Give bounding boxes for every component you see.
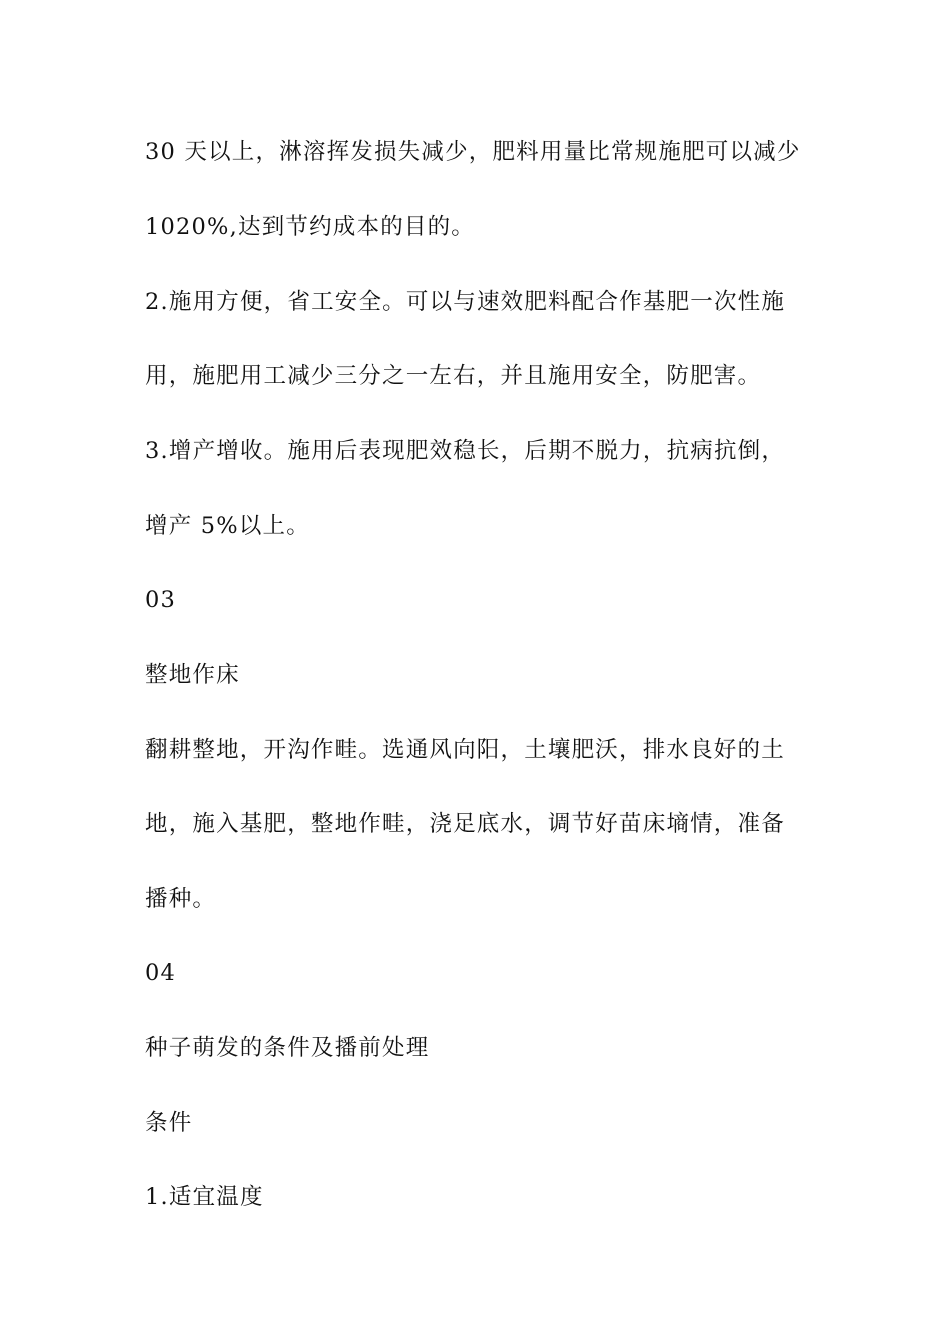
- paragraph-line: 播种。: [145, 886, 217, 912]
- paragraph-line: 30 天以上，淋溶挥发损失减少，肥料用量比常规施肥可以减少: [145, 139, 801, 165]
- paragraph-line: 用，施肥用工减少三分之一左右，并且施用安全，防肥害。: [145, 363, 762, 389]
- paragraph-line: 翻耕整地，开沟作畦。选通风向阳，土壤肥沃，排水良好的土: [145, 737, 785, 763]
- paragraph-line: 3.增产增收。施用后表现肥效稳长，后期不脱力，抗病抗倒，: [145, 438, 786, 464]
- section-number: 03: [145, 587, 177, 613]
- paragraph-line: 2.施用方便，省工安全。可以与速效肥料配合作基肥一次性施: [145, 289, 786, 315]
- section-number: 04: [145, 960, 177, 986]
- list-item: 1.适宜温度: [145, 1184, 264, 1210]
- section-heading: 种子萌发的条件及播前处理: [145, 1035, 430, 1061]
- subsection-heading: 条件: [145, 1110, 193, 1136]
- paragraph-line: 1020%,达到节约成本的目的。: [145, 214, 475, 240]
- section-heading: 整地作床: [145, 662, 240, 688]
- paragraph-line: 增产 5%以上。: [145, 513, 310, 539]
- paragraph-line: 地，施入基肥，整地作畦，浇足底水，调节好苗床墒情，准备: [145, 811, 785, 837]
